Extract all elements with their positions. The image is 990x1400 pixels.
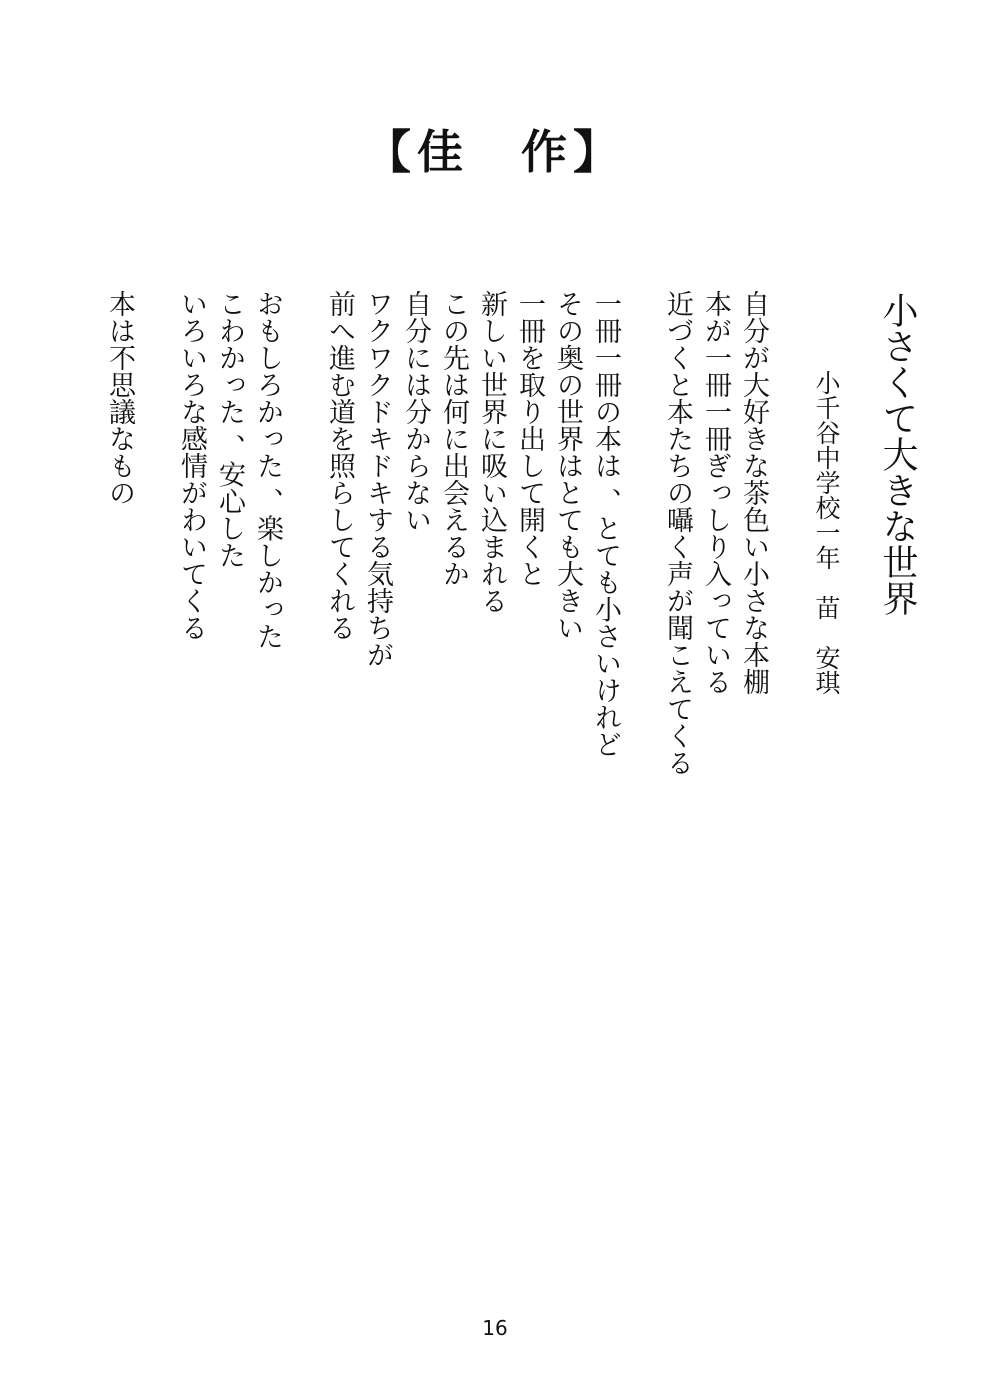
poem-line: 自分が大好きな茶色い小さな本棚: [738, 290, 769, 695]
page-number: 16: [482, 1316, 508, 1340]
stanza-2: [320, 290, 624, 810]
poem-line: 自分には分からない: [400, 290, 431, 533]
stanza-4: [100, 290, 138, 810]
poem-line: 本は不思議なもの: [104, 290, 135, 506]
poem-line: こわかった 、安心した: [214, 290, 245, 569]
stanza-1: [658, 290, 772, 810]
poem-author: 小千谷中学校一年 苗 安琪: [812, 370, 841, 695]
poem-line: 近づくと本たちの囁く声が聞こえてくる: [662, 290, 693, 776]
poem-line: おもしろかった 、楽しかった: [252, 290, 283, 650]
poem-line: 一冊一冊の本は 、とても小さいけれど: [590, 290, 621, 758]
poem-line: いろいろな感情がわいてくる: [176, 290, 207, 641]
poem-line: 前へ進む道を照らしてくれる: [324, 290, 355, 641]
stanza-3: [172, 290, 286, 810]
poem-line: 新しい世界に吸い込まれる: [476, 290, 507, 614]
poem-line: 本が一冊一冊ぎっしり入っている: [700, 290, 731, 695]
poem-line: この先は何に出会えるか: [438, 290, 469, 587]
poem-line: ワクワクドキドキする気持ちが: [362, 290, 393, 668]
poem-line: 一冊を取り出して開くと: [514, 290, 545, 587]
poem: [60, 290, 920, 810]
poem-title: 小さくて大きな世界: [877, 292, 918, 616]
award-heading: 【佳 作】: [365, 125, 625, 179]
poem-line: その奥の世界はとても大きい: [552, 290, 583, 641]
